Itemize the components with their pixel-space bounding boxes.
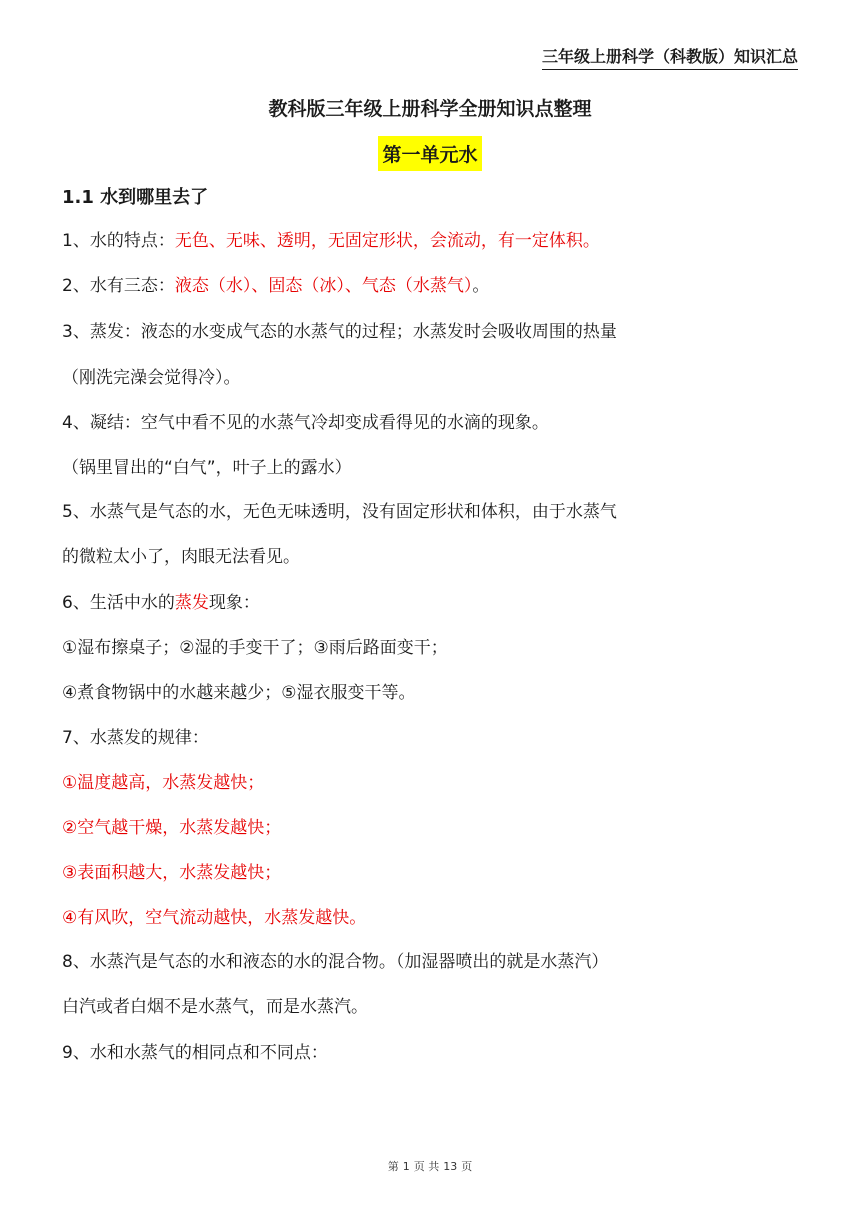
point-6-prefix: 6、生活中水的 xyxy=(62,593,175,613)
point-7-rule-1: ①温度越高，水蒸发越快； xyxy=(62,773,265,793)
point-6-examples-2: ④煮食物锅中的水越来越少；⑤湿衣服变干等。 xyxy=(62,683,416,703)
point-1-prefix: 1、水的特点： xyxy=(62,231,175,251)
point-2-suffix: 。 xyxy=(472,276,490,296)
point-6-suffix: 现象： xyxy=(208,593,260,613)
unit-title-wrapper xyxy=(0,136,860,171)
point-5-line-2: 的微粒太小了，肉眼无法看见。 xyxy=(62,547,300,567)
point-9: 9、水和水蒸气的相同点和不同点： xyxy=(62,1043,328,1063)
point-7-rule-2: ②空气越干燥，水蒸发越快； xyxy=(62,818,282,838)
page-header: 三年级上册科学（科教版）知识汇总 xyxy=(542,44,798,70)
point-8-line-2: 白汽或者白烟不是水蒸气，而是水蒸汽。 xyxy=(62,997,368,1017)
point-1 xyxy=(62,229,600,253)
point-7-rule-4: ④有风吹，空气流动越快，水蒸发越快。 xyxy=(62,908,367,928)
point-6-examples-1: ①湿布擦桌子；②湿的手变干了；③雨后路面变干； xyxy=(62,638,448,658)
point-4-line-1: 4、凝结：空气中看不见的水蒸气冷却变成看得见的水滴的现象。 xyxy=(62,413,549,433)
point-6 xyxy=(62,591,260,615)
document-title: 教科版三年级上册科学全册知识点整理 xyxy=(268,98,592,120)
point-3-line-1: 3、蒸发：液态的水变成气态的水蒸气的过程；水蒸发时会吸收周围的热量 xyxy=(62,322,617,342)
page-footer xyxy=(0,1158,860,1174)
point-2-prefix: 2、水有三态： xyxy=(62,276,175,296)
unit-title: 第一单元水 xyxy=(378,136,481,171)
point-4-line-2: （锅里冒出的“白气”，叶子上的露水） xyxy=(62,458,352,478)
footer-label-page: 第 xyxy=(387,1160,399,1173)
point-8-line-1: 8、水蒸汽是气态的水和液态的水的混合物。（加湿器喷出的就是水蒸汽） xyxy=(62,952,609,972)
point-2 xyxy=(62,274,489,298)
point-5-line-1: 5、水蒸气是气态的水，无色无味透明，没有固定形状和体积，由于水蒸气 xyxy=(62,502,617,522)
footer-label-end: 页 xyxy=(461,1160,473,1173)
section-title: 1.1 水到哪里去了 xyxy=(62,187,209,208)
footer-total-pages: 13 xyxy=(443,1160,458,1173)
point-6-highlight: 蒸发 xyxy=(174,593,209,613)
point-2-highlight: 液态（水）、固态（冰）、气态（水蒸气） xyxy=(174,276,473,296)
footer-page-number: 1 xyxy=(402,1160,410,1173)
point-7: 7、水蒸发的规律： xyxy=(62,728,209,748)
point-1-highlight: 无色、无味、透明，无固定形状，会流动，有一定体积。 xyxy=(174,231,600,251)
point-7-rule-3: ③表面积越大，水蒸发越快； xyxy=(62,863,282,883)
footer-label-of: 页 共 xyxy=(413,1160,440,1173)
point-3-line-2: （刚洗完澡会觉得冷）。 xyxy=(62,368,241,388)
